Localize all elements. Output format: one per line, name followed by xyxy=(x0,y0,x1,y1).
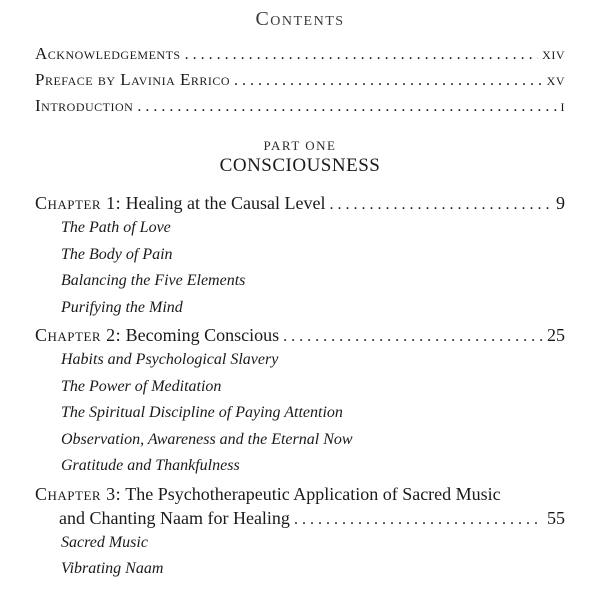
toc-section[interactable]: Purifying the Mind xyxy=(61,298,183,316)
chapter-title-line2: and Chanting Naam for Healing xyxy=(59,507,290,528)
toc-entry-page: i xyxy=(560,96,565,115)
toc-chapter-2[interactable] xyxy=(35,325,565,351)
leader-dots xyxy=(283,325,543,346)
toc-entry-acknowledgements[interactable] xyxy=(35,44,565,70)
toc-section[interactable]: Balancing the Five Elements xyxy=(61,272,246,289)
chapter-title-line1: The Psychotherapeutic Application of Sacred Music xyxy=(125,483,501,504)
toc-section[interactable]: The Path of Love xyxy=(61,219,171,236)
chapter-title: Becoming Conscious xyxy=(125,325,280,345)
toc-entry-page: xiv xyxy=(542,44,565,63)
leader-dots xyxy=(137,96,556,116)
toc-section[interactable]: Vibrating Naam xyxy=(61,560,164,577)
chapter-page: 55 xyxy=(547,507,565,528)
toc-section[interactable]: The Body of Pain xyxy=(61,245,173,263)
toc-section[interactable]: The Power of Meditation xyxy=(61,377,222,395)
chapter-title: Healing at the Causal Level xyxy=(125,193,326,213)
toc-section[interactable]: Habits and Psychological Slavery xyxy=(61,351,279,368)
chapter-prefix: Chapter 3: xyxy=(35,483,122,504)
toc-section[interactable]: Gratitude and Thankfulness xyxy=(61,457,240,474)
toc-chapter-3[interactable] xyxy=(35,484,565,508)
toc-section[interactable]: Observation, Awareness and the Eternal Now xyxy=(61,430,353,448)
toc-entry-page: xv xyxy=(546,70,565,89)
chapter-prefix: Chapter 2: xyxy=(35,325,122,345)
chapter-label xyxy=(35,325,279,346)
chapter-page: 25 xyxy=(547,325,565,345)
chapter-list xyxy=(35,193,565,587)
part-label: PART ONE xyxy=(263,138,337,153)
leader-dots xyxy=(330,193,552,214)
toc-section[interactable]: Sacred Music xyxy=(61,533,148,551)
page-title: Contents xyxy=(255,8,345,30)
front-matter-list xyxy=(35,44,565,122)
toc-chapter-3-continued[interactable] xyxy=(35,508,565,534)
chapter-page: 9 xyxy=(556,193,565,213)
toc-chapter-1[interactable] xyxy=(35,193,565,219)
toc-section[interactable]: The Spiritual Discipline of Paying Attention xyxy=(61,404,343,421)
chapter-prefix: Chapter 1: xyxy=(35,193,122,213)
toc-entry-introduction[interactable] xyxy=(35,96,565,122)
leader-dots xyxy=(185,44,539,64)
part-title: CONSCIOUSNESS xyxy=(219,155,381,176)
toc-entry-label: Acknowledgements xyxy=(35,44,181,63)
leader-dots xyxy=(234,70,543,90)
toc-entry-label: Introduction xyxy=(35,96,134,115)
toc-entry-preface[interactable] xyxy=(35,70,565,96)
toc-entry-label: Preface by Lavinia Errico xyxy=(35,70,231,89)
chapter-label xyxy=(35,193,326,214)
leader-dots xyxy=(294,508,543,529)
